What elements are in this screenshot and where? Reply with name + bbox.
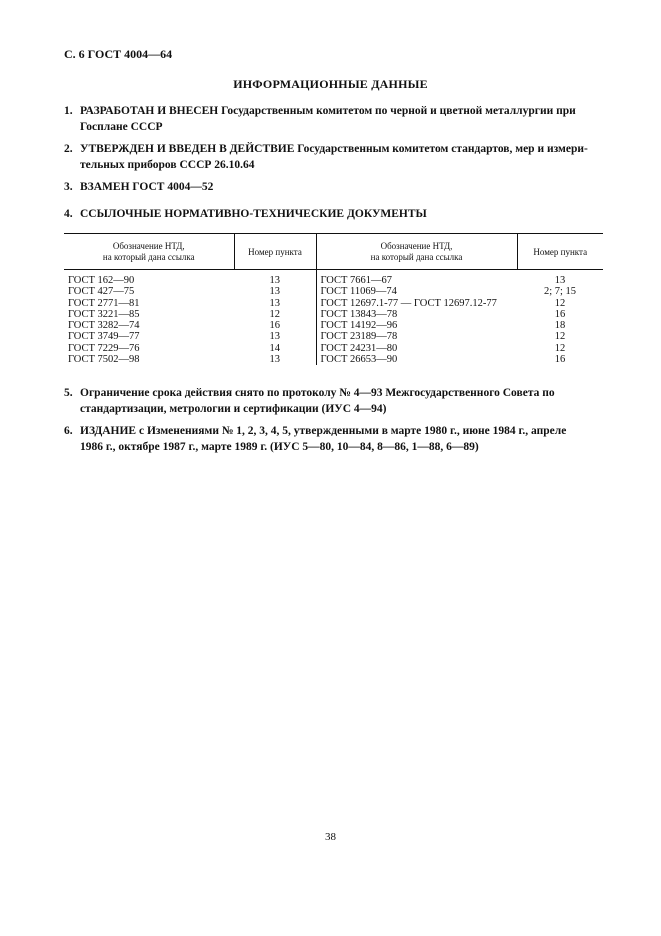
table-header-row (64, 234, 603, 270)
item-6 (64, 423, 604, 455)
item-cell: 13 (269, 297, 280, 309)
item-text-continued: тельных приборов СССР 26.10.64 (80, 159, 255, 171)
doc-cell: ГОСТ 7229—76 (68, 342, 140, 354)
column-header-item-number: Номер пункта (517, 234, 603, 270)
item-text: УТВЕРЖДЕН И ВВЕДЕН В ДЕЙСТВИЕ Государственным комитетом стандартов, мер и измери- (80, 143, 588, 155)
item-text: Ограничение срока действия снято по протоколу № 4—93 Межгосударственного Совета по (80, 387, 555, 399)
table-row (64, 331, 603, 342)
item-cell: 16 (554, 354, 566, 366)
item-3 (64, 179, 604, 195)
doc-cell: ГОСТ 24231—80 (316, 343, 517, 354)
item-cell: 13 (269, 354, 280, 366)
item-cell: 16 (554, 308, 566, 320)
column-header-designation: Обозначение НТД, на который дана ссылка (316, 234, 517, 270)
item-cell: 12 (554, 342, 566, 354)
item-1 (64, 103, 604, 135)
doc-cell: ГОСТ 7502—98 (68, 354, 140, 366)
doc-cell: ГОСТ 427—75 (68, 286, 135, 298)
column-header-item-number: Номер пункта (234, 234, 316, 270)
item-cell: 13 (269, 275, 280, 286)
section-title: ИНФОРМАЦИОННЫЕ ДАННЫЕ (233, 77, 428, 91)
doc-cell: ГОСТ 7661—67 (316, 270, 517, 287)
item-cell: 13 (269, 286, 280, 298)
item-4 (64, 206, 604, 222)
table-row (64, 343, 603, 354)
doc-cell: ГОСТ 11069—74 (316, 286, 517, 297)
doc-cell: ГОСТ 23189—78 (316, 331, 517, 342)
document-header: С. 6 ГОСТ 4004—64 (64, 47, 173, 61)
doc-cell: ГОСТ 26653—90 (316, 354, 517, 365)
item-cell: 12 (269, 308, 280, 320)
table-row (64, 320, 603, 331)
table-row (64, 354, 603, 365)
doc-cell: ГОСТ 12697.1-77 — ГОСТ 12697.12-77 (316, 298, 517, 309)
item-number: 6. (64, 425, 73, 437)
table-row (64, 286, 603, 297)
page-number: 38 (325, 831, 336, 843)
item-cell: 12 (554, 297, 566, 309)
doc-cell: ГОСТ 13843—78 (316, 309, 517, 320)
item-text-continued: стандартизации, метрологии и сертификации (ИУС 4—94) (80, 403, 387, 415)
column-header-designation: Обозначение НТД, на который дана ссылка (64, 234, 234, 270)
doc-cell: ГОСТ 3749—77 (68, 331, 140, 343)
table-row (64, 298, 603, 309)
table-row (64, 270, 603, 287)
doc-cell: ГОСТ 2771—81 (68, 297, 140, 309)
item-text: ВЗАМЕН ГОСТ 4004—52 (80, 181, 214, 193)
doc-cell: ГОСТ 14192—96 (316, 320, 517, 331)
table-row (64, 309, 603, 320)
item-5 (64, 385, 604, 417)
item-cell: 12 (554, 331, 566, 343)
reference-documents-table (64, 233, 603, 365)
item-cell: 2; 7; 15 (543, 286, 577, 298)
doc-cell: ГОСТ 162—90 (68, 275, 135, 286)
doc-cell: ГОСТ 3282—74 (68, 320, 140, 332)
item-text: ИЗДАНИЕ с Изменениями № 1, 2, 3, 4, 5, утвержденными в марте 1980 г., июне 1984 г., апреле (80, 425, 567, 437)
item-number: 3. (64, 181, 73, 193)
item-cell: 18 (554, 320, 566, 332)
item-number: 5. (64, 387, 73, 399)
item-text: РАЗРАБОТАН И ВНЕСЕН Государственным комитетом по черной и цветной металлургии при (80, 105, 576, 117)
item-number: 1. (64, 105, 73, 117)
item-cell: 14 (269, 342, 280, 354)
item-text-continued: Госплане СССР (80, 121, 163, 133)
item-number: 4. (64, 208, 73, 220)
item-text-continued: 1986 г., октябре 1987 г., марте 1989 г. (ИУС 5—80, 10—84, 8—86, 1—88, 6—89) (80, 441, 479, 453)
item-cell: 16 (269, 320, 280, 332)
doc-cell: ГОСТ 3221—85 (68, 308, 140, 320)
item-2 (64, 141, 604, 173)
item-text: ССЫЛОЧНЫЕ НОРМАТИВНО-ТЕХНИЧЕСКИЕ ДОКУМЕНТЫ (80, 208, 427, 220)
item-number: 2. (64, 143, 73, 155)
item-cell: 13 (269, 331, 280, 343)
item-cell: 13 (554, 275, 566, 286)
